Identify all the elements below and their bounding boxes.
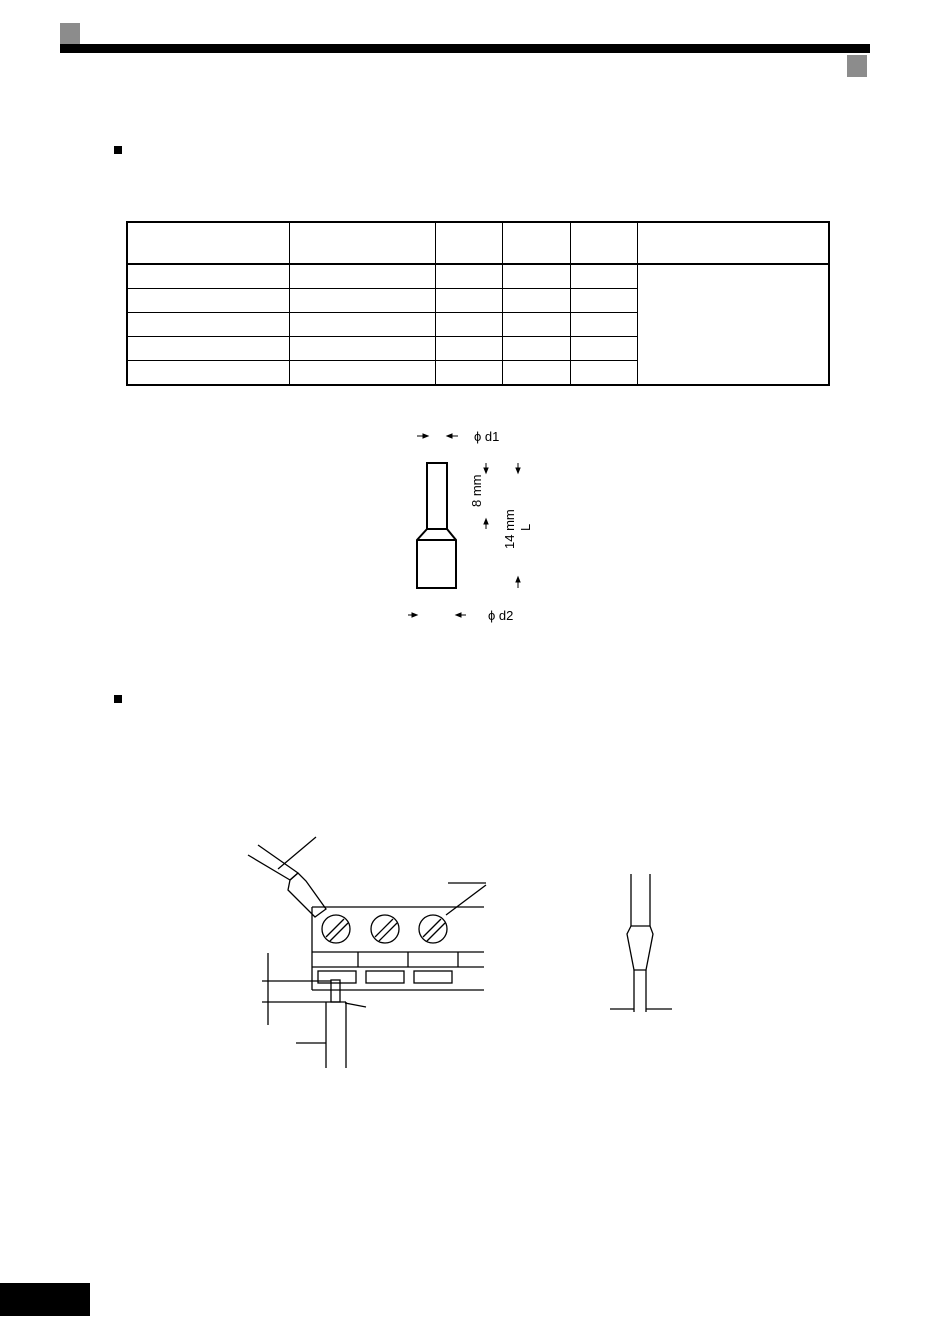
screwdriver-angled bbox=[248, 845, 326, 917]
table-cell bbox=[502, 264, 570, 289]
table-cell bbox=[289, 289, 435, 313]
label-d1: ϕ d1 bbox=[474, 429, 500, 444]
table-cell bbox=[570, 313, 637, 337]
table-header-cell bbox=[637, 222, 829, 264]
label-14mm: 14 mm bbox=[502, 509, 517, 549]
table-cell bbox=[127, 264, 289, 289]
table-cell bbox=[435, 264, 502, 289]
label-d2: ϕ d2 bbox=[488, 608, 514, 623]
table-cell bbox=[289, 361, 435, 386]
screwdriver-vertical bbox=[610, 874, 672, 1012]
table-header-cell bbox=[570, 222, 637, 264]
table-cell bbox=[502, 289, 570, 313]
ferrule-shape bbox=[417, 463, 456, 588]
wire bbox=[326, 980, 366, 1068]
page-number-tab bbox=[0, 1283, 90, 1316]
table-header-cell bbox=[127, 222, 289, 264]
table-cell bbox=[289, 313, 435, 337]
screwdriver-tip-diagram bbox=[600, 872, 680, 1022]
table-cell bbox=[570, 337, 637, 361]
section-bullet-ferrules bbox=[114, 146, 122, 154]
table-cell bbox=[127, 361, 289, 386]
terminal-wiring-diagram bbox=[240, 825, 500, 1075]
table-row bbox=[127, 264, 829, 289]
table-cell bbox=[502, 361, 570, 386]
table-cell bbox=[435, 337, 502, 361]
table-cell bbox=[570, 289, 637, 313]
table-header-cell bbox=[502, 222, 570, 264]
section-bullet-wiring bbox=[114, 695, 122, 703]
table-cell bbox=[289, 337, 435, 361]
table-header-cell bbox=[435, 222, 502, 264]
table-cell bbox=[502, 313, 570, 337]
table-cell bbox=[127, 337, 289, 361]
table-cell bbox=[289, 264, 435, 289]
header-square-right bbox=[847, 55, 867, 77]
table-cell bbox=[435, 289, 502, 313]
table-cell bbox=[570, 361, 637, 386]
header-bar bbox=[60, 44, 870, 53]
table-header-cell bbox=[289, 222, 435, 264]
label-8mm: 8 mm bbox=[469, 474, 484, 507]
table-cell bbox=[570, 264, 637, 289]
table-cell bbox=[127, 289, 289, 313]
label-L: L bbox=[518, 523, 533, 531]
header-square-left bbox=[60, 23, 80, 45]
table-merged-cell bbox=[637, 264, 829, 385]
ferrule-spec-table bbox=[126, 221, 830, 386]
table-cell bbox=[127, 313, 289, 337]
ferrule-diagram bbox=[400, 425, 550, 625]
table-cell bbox=[502, 337, 570, 361]
screw-heads bbox=[322, 915, 447, 943]
table-cell bbox=[435, 313, 502, 337]
table-cell bbox=[435, 361, 502, 386]
terminal-block bbox=[312, 907, 484, 990]
